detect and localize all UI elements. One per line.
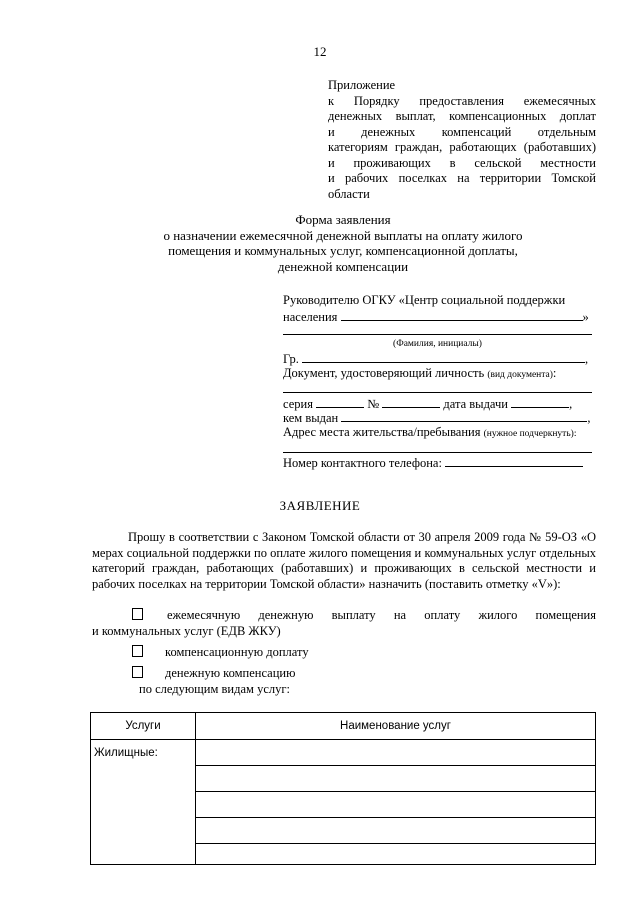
- addressee-line-2: [283, 309, 596, 325]
- appendix-line: к Порядку предоставления ежемесячных: [328, 93, 596, 108]
- form-title-line: денежной компенсации: [277, 258, 409, 274]
- option-edv-line2: и коммунальных услуг (ЕДВ ЖКУ): [92, 624, 281, 638]
- document-hint: (вид документа): [487, 370, 553, 380]
- option-money-compensation: [132, 666, 295, 682]
- option-compensation-doplata: [132, 645, 309, 661]
- option-doplata-label: компенсационную доплату: [165, 645, 309, 659]
- issued-by-field[interactable]: [341, 410, 587, 422]
- issued-by-comma: ,: [587, 411, 591, 425]
- statement-text: Прошу в соответствии с Законом Томской области от 30 апреля 2009 года № 59-ОЗ «О мерах социальной поддержки по оплате жилого помещения и коммунальных услуг отдельных категорий граждан, работающих (работавших) и проживающих в сельской местности и рабочих поселках на территории Томской области» назначить (поставить отметку «V»):: [92, 530, 596, 591]
- table-header-service-names: Наименование услуг: [196, 713, 596, 740]
- page-number: 12: [313, 44, 327, 59]
- statement-paragraph: [92, 530, 596, 592]
- addressee-line-1: Руководителю ОГКУ «Центр социальной поддержки: [283, 293, 566, 307]
- appendix-line: денежных выплат, компенсационных доплат: [328, 109, 596, 123]
- appendix-block: [328, 78, 596, 202]
- address-field[interactable]: [283, 452, 592, 453]
- citizen-suffix: ,: [584, 352, 589, 366]
- services-table: [90, 712, 596, 865]
- document-suffix: :: [552, 366, 557, 380]
- appendix-line: и рабочих поселках на территории Томской: [328, 171, 596, 185]
- table-cell-service[interactable]: [196, 792, 596, 818]
- table-header-row: [91, 713, 596, 740]
- option-edv-checkbox[interactable]: [132, 608, 143, 620]
- number-label: №: [367, 397, 380, 411]
- issue-date-label: дата выдачи: [443, 397, 508, 411]
- addressee-prefix: населения: [283, 310, 338, 324]
- address-line: [283, 425, 596, 442]
- institution-name-field[interactable]: [341, 309, 583, 321]
- citizen-line: [283, 351, 596, 367]
- phone-label: Номер контактного телефона:: [283, 456, 442, 470]
- form-title-line: Форма заявления: [295, 212, 391, 227]
- document-line: [283, 366, 596, 383]
- table-cell-service[interactable]: [196, 766, 596, 792]
- address-label: Адрес места жительства/пребывания: [283, 425, 481, 439]
- document-label: Документ, удостоверяющий личность: [283, 366, 485, 380]
- form-title: [90, 212, 596, 274]
- table-header-services: Услуги: [91, 713, 196, 740]
- option-edv-label: ежемесячную денежную выплату на оплату жилого помещения: [167, 608, 596, 622]
- statement-heading: ЗАЯВЛЕНИЕ: [279, 498, 361, 513]
- phone-field[interactable]: [445, 455, 583, 467]
- citizen-prefix: Гр.: [283, 352, 299, 366]
- series-line-comma: ,: [569, 397, 573, 411]
- issued-by-line: [283, 410, 596, 426]
- table-row-label-housing: Жилищные:: [91, 740, 196, 865]
- address-hint: (нужное подчеркнуть):: [483, 429, 577, 439]
- form-title-line: помещения и коммунальных услуг, компенсационной доплаты,: [168, 243, 518, 258]
- series-label: серия: [283, 397, 313, 411]
- appendix-line: области: [328, 186, 370, 201]
- option-compensation-label: денежную компенсацию: [165, 666, 296, 680]
- form-title-line: о назначении ежемесячной денежной выплаты на оплату жилого: [163, 227, 523, 243]
- appendix-line: и денежных компенсаций отдельным: [328, 124, 596, 139]
- appendix-title: Приложение: [328, 78, 396, 92]
- citizen-name-field[interactable]: [302, 351, 585, 363]
- option-edv-line1: [92, 608, 596, 624]
- document-type-field[interactable]: [283, 392, 592, 393]
- table-cell-service[interactable]: [196, 818, 596, 844]
- name-field-line[interactable]: [283, 334, 592, 335]
- by-services-text: по следующим видам услуг:: [139, 682, 290, 696]
- number-field[interactable]: [382, 396, 440, 408]
- name-hint: (Фамилия, инициалы): [393, 339, 482, 349]
- option-doplata-checkbox[interactable]: [132, 645, 143, 657]
- appendix-line: и проживающих в сельской местности: [328, 155, 596, 170]
- issue-date-field[interactable]: [511, 396, 569, 408]
- issued-by-label: кем выдан: [283, 411, 339, 425]
- appendix-line: категориям граждан, работающих (работавших): [328, 140, 596, 154]
- option-compensation-checkbox[interactable]: [132, 666, 143, 678]
- series-field[interactable]: [316, 396, 364, 408]
- phone-line: [283, 455, 596, 471]
- addressee-suffix: »: [582, 310, 589, 324]
- table-row: [91, 740, 596, 766]
- table-cell-service[interactable]: [196, 844, 596, 865]
- table-cell-service[interactable]: [196, 740, 596, 766]
